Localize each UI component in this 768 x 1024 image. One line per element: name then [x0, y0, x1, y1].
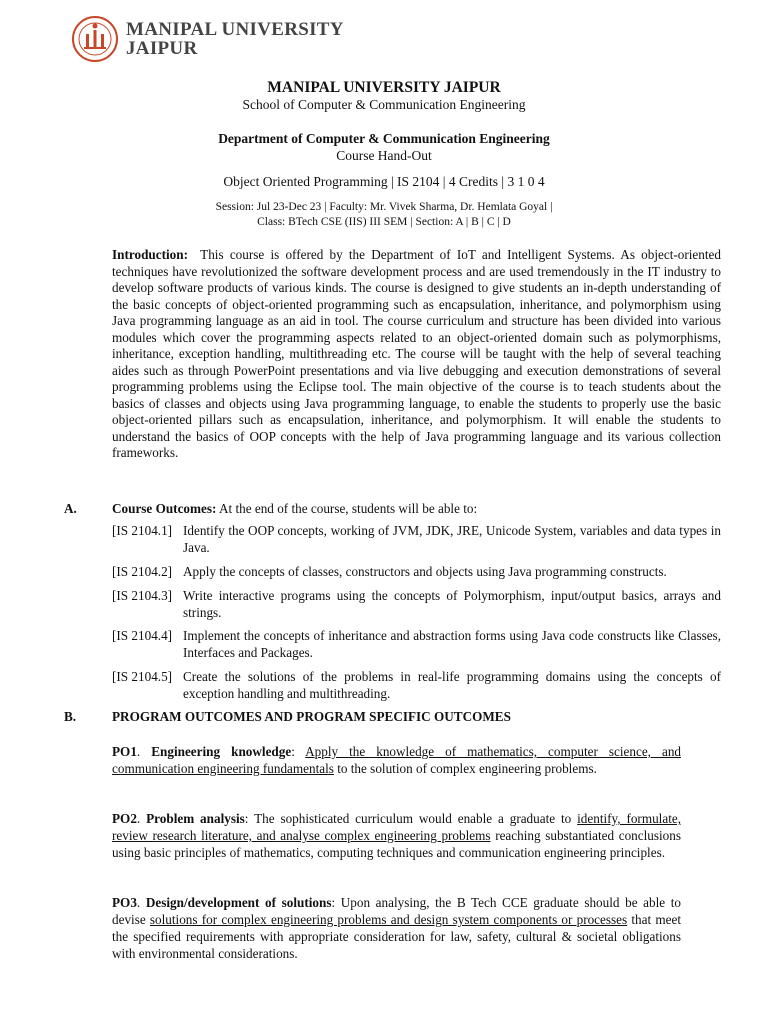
introduction-label: Introduction: [112, 247, 188, 262]
po1-underlined-text: Apply the knowledge of mathematics, computer science, and communication engineering fundamentals [112, 744, 682, 776]
outcome-text: Apply the concepts of classes, constructors and objects using Java programming constructs. [183, 564, 667, 579]
outcome-code: [IS 2104.4] [112, 628, 173, 643]
outcome-text: Create the solutions of the problems in real-life programming domains using the concepts of exception handling and multithreading. [183, 669, 721, 701]
po2-underlined-text: identify, formulate, review research literature, and analyse complex engineering problems [112, 811, 682, 843]
logo-line-1: MANIPAL UNIVERSITY [126, 19, 344, 40]
course-outcome-item [112, 564, 721, 581]
outcome-text: Identify the OOP concepts, working of JVM, JDK, JRE, Unicode System, variables and data types in Java. [183, 523, 721, 555]
department-name: Department of Computer & Communication Engineering [218, 131, 550, 146]
outcome-text: Implement the concepts of inheritance and abstraction forms using Java code constructs like Classes, Interfaces and Packages. [183, 628, 721, 660]
po3-number: PO3 [112, 895, 137, 910]
po1-text: to the solution of complex engineering problems. [337, 761, 597, 776]
handout-label: Course Hand-Out [336, 148, 432, 163]
program-outcomes-heading: PROGRAM OUTCOMES AND PROGRAM SPECIFIC OUTCOMES [112, 709, 511, 724]
po2-text: reaching substantiated conclusions using basic principles of mathematics, computing techniques and communication engineering principles. [112, 828, 681, 860]
class-info: Class: BTech CSE (IIS) III SEM | Section: A | B | C | D [257, 216, 511, 228]
po2-number: PO2 [112, 811, 137, 826]
section-a-letter: A. [64, 501, 77, 516]
university-crest-icon [70, 14, 120, 64]
outcome-code: [IS 2104.1] [112, 523, 173, 538]
po3-text: that meet the specified requirements with appropriate consideration for law, safety, cultural & societal obligations with environmental considerations. [112, 912, 681, 961]
course-info: Object Oriented Programming | IS 2104 | 4 Credits | 3 1 0 4 [223, 174, 545, 189]
po1-name: Engineering knowledge [151, 744, 292, 759]
outcome-code: [IS 2104.5] [112, 669, 173, 684]
outcome-text: Write interactive programs using the concepts of Polymorphism, input/output basics, arrays and strings. [183, 588, 721, 620]
page-title: MANIPAL UNIVERSITY JAIPUR [267, 79, 501, 96]
introduction-paragraph [112, 247, 721, 462]
po3-underlined-text: solutions for complex engineering problems and design system components or processes [149, 912, 628, 927]
po2-name: Problem analysis [146, 811, 245, 826]
logo-text [126, 20, 344, 58]
course-outcomes-heading [112, 501, 477, 518]
logo-line-2: JAIPUR [126, 38, 198, 59]
po3-paragraph: PO3. Design/development of solutions: Upon analysing, the B Tech CCE graduate should be able to devise solutions for complex engineering problems and design system components or processes that meet the specified requirements with appropriate consideration for law, safety, cultural & societal obligations with environmental considerations. [112, 895, 681, 961]
section-b-letter: B. [64, 709, 77, 724]
course-outcome-item [112, 588, 721, 621]
session-info: Session: Jul 23-Dec 23 | Faculty: Mr. Vivek Sharma, Dr. Hemlata Goyal | [215, 201, 553, 213]
course-outcome-item [112, 628, 721, 661]
po1-paragraph: PO1. Engineering knowledge: Apply the knowledge of mathematics, computer science, and communication engineering fundamentals to the solution of complex engineering problems. [112, 744, 682, 776]
course-outcome-item [112, 669, 721, 702]
introduction-text: This course is offered by the Department of IoT and Intelligent Systems. As object-oriented techniques have revolutionized the software development process and are used tremendously in the IT industry to develop software products of various kinds. The course is designed to give students an in-depth understanding of the basic concepts of object-oriented programming such as encapsulation, inheritance, and polymorphism using Java programming language as an aid in tool. The course curriculum and structure has been divided into various modules which cover the programming aspects related to an object-oriented domain such as polymorphisms, inheritance, exception handling, multithreading etc. The course will be taught with the help of several teaching aides such as through PowerPoint presentations and via live debugging and execution demonstrations of several programming problems using the Eclipse tool. The main objective of the course is to teach students about the basics of classes and objects using Java programming language, to enable the students to properly use the basic object-oriented pillars such as encapsulation, inheritance, and polymorphism. It will enable the students to understand the basics of OOP concepts with the help of Java programming language and its various collection frameworks. [112, 247, 721, 460]
po1-number: PO1 [112, 744, 137, 759]
outcome-code: [IS 2104.2] [112, 564, 173, 579]
outcome-code: [IS 2104.3] [112, 588, 173, 603]
course-outcome-item [112, 523, 721, 556]
po3-intro-text: : Upon analysing, the B Tech CCE graduate should be able to devise [112, 895, 681, 927]
course-outcomes-intro: At the end of the course, students will be able to: [218, 501, 478, 516]
po3-name: Design/development of solutions [145, 895, 332, 910]
university-logo [70, 14, 344, 64]
po2-intro-text: : The sophisticated curriculum would enable a graduate to [244, 811, 578, 826]
school-name: School of Computer & Communication Engineering [242, 97, 526, 112]
po2-paragraph: PO2. Problem analysis: The sophisticated curriculum would enable a graduate to identify, formulate, review research literature, and analyse complex engineering problems reaching substantiated conclusions using basic principles of mathematics, computing techniques and communication engineering principles. [112, 811, 682, 860]
course-outcomes-label: Course Outcomes: [112, 501, 217, 516]
